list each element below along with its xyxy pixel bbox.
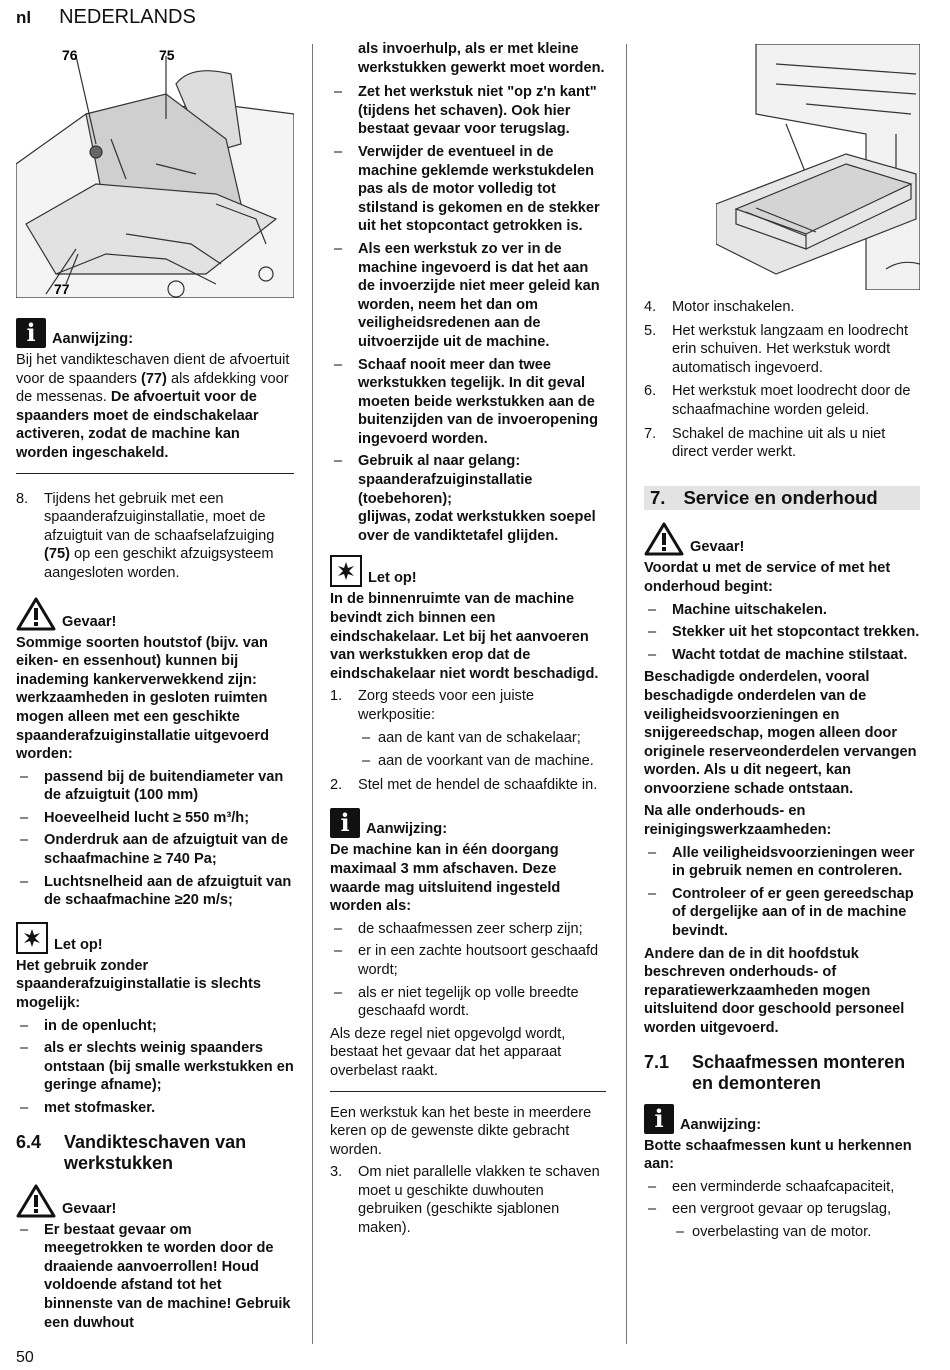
column-divider-2: [626, 44, 627, 1344]
note-list: [330, 920, 606, 1021]
note-list: [644, 1178, 920, 1242]
list-item: – een verminderde schaafcapaciteit,: [644, 1178, 920, 1197]
danger-paragraph: Voordat u met de service of met het onderhoud begint:: [644, 560, 891, 595]
caution-icon: [330, 555, 362, 587]
list-item: – Machine uitschakelen.: [644, 601, 920, 620]
planer-figure-left: [16, 44, 294, 298]
list-item: – aan de voorkant van de machine.: [358, 752, 606, 771]
info-icon: i: [644, 1104, 674, 1134]
figure-label-76: 76: [62, 47, 78, 63]
list-item: – passend bij de buitendiameter van de afzuigtuit (100 mm): [16, 768, 294, 805]
divider-rule: [330, 1091, 606, 1092]
step-3: 3. Om niet parallelle vlakken te schaven moet u geschikte duwhouten gebruiken (geschikte sjablonen maken).: [330, 1164, 600, 1237]
paragraph: Een werkstuk kan het beste in meerdere keren op de gewenste dikte gebracht worden.: [330, 1104, 592, 1158]
danger-label: Gevaar!: [62, 613, 117, 630]
list-item: – Onderdruk aan de afzuigtuit van de schaafmachine ≥ 740 Pa;: [16, 831, 294, 868]
danger-block: [16, 597, 294, 631]
list-item-continued: als invoerhulp, als er met kleine werkstukken gewerkt moet worden.: [358, 41, 605, 76]
planer-figure-right: [716, 44, 920, 290]
list-item: – Zet het werkstuk niet "op z'n kant" (tijdens het schaven). Ook hier bestaat gevaar voor terugslag.: [330, 83, 606, 139]
step-list: [644, 298, 920, 462]
page-number: 50: [16, 1349, 34, 1366]
note-label: Aanwijzing:: [52, 331, 134, 347]
caution-block: [16, 922, 294, 954]
section-heading-6-4: 6.4 Vandikteschaven van werkstukken: [16, 1131, 247, 1173]
step-7: 7. Schakel de machine uit als u niet direct verder werkt.: [644, 425, 886, 461]
column-1: [16, 318, 294, 1336]
danger-paragraph: Sommige soorten houtstof (bijv. van eiken- en essenhout) kunnen bij inademing kankerverwekkend zijn: werkzaamheden in gesloten ruimten mogen alleen met een geschikte spaanderafzuiginstallatie uitgevoerd worden:: [16, 634, 270, 763]
note-block: [16, 318, 294, 348]
figure-label-77: 77: [54, 281, 70, 297]
note-after-paragraph: Als deze regel niet opgevolgd wordt, bestaat het gevaar dat het apparaat overbelast raakt.: [330, 1025, 566, 1079]
list-item: – met stofmasker.: [16, 1099, 294, 1118]
page-header: [16, 6, 196, 29]
list-item: – als er slechts weinig spaanders ontstaan (bij smalle werkstukken en geringe afname);: [16, 1039, 294, 1095]
caution-paragraph: Het gebruik zonder spaanderafzuiginstallatie is slechts mogelijk:: [16, 957, 261, 1012]
step-5: 5. Het werkstuk langzaam en loodrecht erin schuiven. Het werkstuk wordt automatisch ingevoerd.: [644, 322, 909, 376]
danger-list: [644, 601, 920, 665]
maintenance-list: [644, 844, 920, 941]
danger-block: [644, 522, 920, 556]
section-heading-7-1: 7.1 Schaafmessen monteren en demonteren: [644, 1051, 906, 1093]
section-heading-7: 7. Service en onderhoud: [644, 486, 920, 511]
warning-triangle-icon: [16, 1184, 56, 1218]
step-4: 4. Motor inschakelen.: [644, 299, 795, 315]
step-list: [330, 687, 606, 794]
danger-list: [16, 768, 294, 910]
caution-paragraph: In de binnenruimte van de machine bevindt zich binnen een eindschakelaar. Let bij het aanvoeren van werkstukken erop dat de eindschakelaar niet wordt beschadigd.: [330, 591, 599, 682]
list-item: – Alle veiligheidsvoorzieningen weer in gebruik nemen en controleren.: [644, 844, 920, 881]
warning-triangle-icon: [644, 522, 684, 556]
list-item: – Schaaf nooit meer dan twee werkstukken tegelijk. In dit geval moeten beide werkstukken aan de buitenzijden van de invoeropening ingevoerd worden.: [330, 356, 606, 449]
step-2: 2. Stel met de hendel de schaafdikte in.: [330, 776, 598, 793]
workpiece-illustration: [716, 44, 920, 290]
list-item: – Luchtsnelheid aan de afzuigtuit van de schaafmachine ≥20 m/s;: [16, 873, 294, 910]
caution-block: [330, 555, 606, 587]
info-icon: i: [16, 318, 46, 348]
list-item: – Als een werkstuk zo ver in de machine ingevoerd is dat het aan de invoerzijde niet meer geleid kan worden, neem het dan om veiligheidsredenen aan de uitvoerzijde uit de machine.: [330, 240, 606, 352]
paragraph: Beschadigde onderdelen, vooral beschadigde onderdelen van de veiligheidsvoorzieningen en snijgereedschap, mogen alleen door originele reserveonderdelen vervangen worden. Als u dit negeert, kan onvoorziene schade ontstaan.: [644, 669, 917, 797]
caution-label: Let op!: [54, 936, 103, 953]
list-item: – Wacht totdat de machine stilstaat.: [644, 646, 920, 665]
caution-icon: [16, 922, 48, 954]
list-item: – Hoeveelheid lucht ≥ 550 m³/h;: [16, 809, 294, 828]
list-item: – Stekker uit het stopcontact trekken.: [644, 623, 920, 642]
sub-list: [672, 1223, 920, 1242]
column-divider-1: [312, 44, 313, 1344]
note-block: [330, 808, 606, 838]
sub-list: [358, 729, 606, 771]
divider-rule: [16, 473, 294, 474]
note-paragraph: Bij het vandikteschaven dient de afvoertuit voor de spaanders (77) als afdekking voor de messenas. De afvoertuit voor de spaanders moet de eindschakelaar activeren, zodat de machine kan worden ingeschakeld.: [16, 352, 290, 461]
list-item: – als er niet tegelijk op volle breedte geschaafd wordt.: [330, 984, 606, 1021]
step-list: [16, 490, 294, 583]
danger-label: Gevaar!: [690, 539, 745, 556]
note-block: [644, 1104, 920, 1134]
language-code: nl: [16, 8, 32, 27]
step-8: 8. Tijdens het gebruik met een spaanderafzuiginstallatie, moet de afzuigtuit van de schaafselafzuiging (75) op een geschikt afzuigsysteem aangesloten worden.: [16, 490, 275, 581]
list-item: – Verwijder de eventueel in de machine geklemde werkstukdelen pas als de motor volledig tot stilstand is gekomen en de stekker uit het stopcontact getrokken is.: [330, 143, 606, 236]
safety-list: [330, 40, 606, 545]
note-paragraph: Botte schaafmessen kunt u herkennen aan:: [644, 1137, 912, 1173]
list-item: – Er bestaat gevaar om meegetrokken te worden door de draaiende aanvoerrollen! Houd voldoende afstand tot het binnenste van de machine! Gebruik een duwhout: [16, 1221, 294, 1333]
list-item: – Gebruik al naar gelang: spaanderafzuiginstallatie (toebehoren); glijwas, zodat werkstukken soepel over de vandiktetafel glijden.: [330, 452, 606, 545]
list-item: – Controleer of er geen gereedschap of dergelijke aan of in de machine bevindt.: [644, 885, 920, 941]
caution-label: Let op!: [368, 570, 417, 587]
note-label: Aanwijzing:: [366, 821, 448, 838]
list-item: – aan de kant van de schakelaar;: [358, 729, 606, 748]
column-2: [330, 40, 606, 1243]
step-6: 6. Het werkstuk moet loodrecht door de schaafmachine worden geleid.: [644, 383, 911, 418]
list-item: – een vergroot gevaar op terugslag, – overbelasting van de motor.: [644, 1200, 920, 1241]
danger-block: [16, 1184, 294, 1218]
step-list: [330, 1163, 606, 1237]
list-item: – er in een zachte houtsoort geschaafd wordt;: [330, 942, 606, 979]
paragraph: Na alle onderhouds- en reinigingswerkzaamheden:: [644, 803, 832, 839]
list-item: – in de openlucht;: [16, 1017, 294, 1036]
danger-label: Gevaar!: [62, 1200, 117, 1217]
caution-list: [16, 1017, 294, 1118]
list-item: – overbelasting van de motor.: [672, 1223, 920, 1242]
note-paragraph: De machine kan in één doorgang maximaal 3 mm afschaven. Deze waarde mag uitsluitend ingesteld worden als:: [330, 842, 561, 915]
step-1: 1. Zorg steeds voor een juiste werkpositie: – aan de kant van de schakelaar; – aan de voorkant van de machine.: [330, 687, 606, 770]
planer-illustration: [16, 44, 294, 298]
warning-triangle-icon: [16, 597, 56, 631]
note-label: Aanwijzing:: [680, 1116, 762, 1133]
language-title: NEDERLANDS: [59, 6, 196, 28]
figure-label-75: 75: [159, 47, 175, 63]
paragraph: Andere dan de in dit hoofdstuk beschreven onderhouds- of reparatiewerkzaamheden mogen uitsluitend door geschoold personeel worden uitgevoerd.: [644, 945, 905, 1036]
info-icon: i: [330, 808, 360, 838]
list-item: – de schaafmessen zeer scherp zijn;: [330, 920, 606, 939]
column-3: [644, 298, 920, 1246]
danger-list: [16, 1221, 294, 1333]
